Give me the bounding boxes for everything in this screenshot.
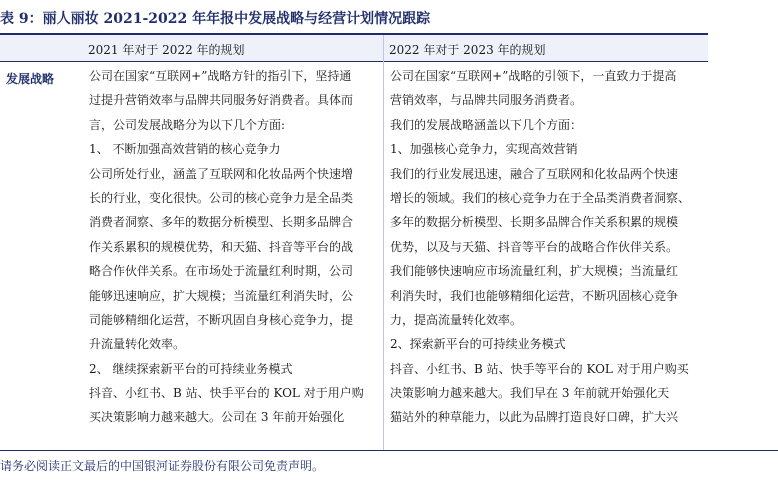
text-line: 升流量转化效率。 — [89, 337, 186, 352]
table-header-rule — [0, 61, 708, 62]
text-line: 2、 继续探索新平台的可持续业务模式 — [89, 361, 293, 376]
text-line: 2、探索新平台的可持续业务模式 — [390, 337, 566, 352]
text-line: 优势，以及与天猫、抖音等平台的战略合作伙伴关系。 — [390, 239, 679, 254]
cell-2022-plan — [89, 64, 376, 430]
text-line: 猫站外的种草能力，以此为品牌打造良好口碑，扩大兴 — [390, 410, 679, 425]
text-line: 抖音、小红书、B 站、快手平台的 KOL 对于用户购 — [89, 386, 364, 401]
text-line: 公司所处行业，涵盖了互联网和化妆品两个快速增 — [89, 166, 354, 181]
text-line: 我们能够快速响应市场流量红利，扩大规模；当流量红 — [390, 264, 679, 279]
text-line: 司能够精细化运营，不断巩固自身核心竞争力，提 — [89, 312, 354, 327]
text-line: 我们的发展战略涵盖以下几个方面： — [390, 117, 583, 132]
header-2023-plan: 2022 年对于 2023 年的规划 — [389, 43, 546, 57]
text-line: 买决策影响力越来越大。公司在 3 年前开始强化 — [89, 410, 345, 425]
table-header-row — [0, 35, 708, 61]
text-line: 能够迅速响应，扩大规模；当流量红利消失时，公 — [89, 288, 354, 303]
table-title: 表 9：丽人丽妆 2021-2022 年年报中发展战略与经营计划情况跟踪 — [0, 11, 431, 27]
text-line: 力，提高流量转化效率。 — [390, 312, 523, 327]
text-line: 决策影响力越来越大。我们早在 3 年前就开始强化天 — [390, 386, 670, 401]
text-line: 抖音、小红书、B 站、快手等平台的 KOL 对于用户购买 — [390, 361, 689, 376]
cell-2023-plan — [390, 64, 702, 430]
text-line: 消费者洞察、多年的数据分析模型、长期多品牌合 — [89, 215, 354, 230]
column-divider — [383, 35, 384, 450]
text-line: 公司在国家“互联网+”战略的引领下，一直致力于提高 — [390, 69, 677, 83]
text-line: 略合作伙伴关系。在市场处于流量红利时期，公司 — [89, 264, 354, 279]
text-line: 多年的数据分析模型、长期多品牌合作关系积累的规模 — [390, 215, 679, 230]
text-line: 我们的行业发展迅速，融合了互联网和化妆品两个快速 — [390, 166, 679, 181]
text-line: 增长的领域。我们的核心竞争力在于全品类消费者洞察、 — [390, 190, 691, 205]
text-line: 1、 不断加强高效营销的核心竞争力 — [89, 142, 281, 157]
text-line: 长的行业，变化很快。公司的核心竞争力是全品类 — [89, 190, 354, 205]
text-line: 言，公司发展战略分为以下几个方面: — [89, 117, 286, 132]
text-line: 过提升营销效率与品牌共同服务好消费者。具体而 — [89, 93, 354, 108]
footer-disclaimer: 请务必阅读正文最后的中国银河证券股份有限公司免责声明。 — [0, 459, 325, 473]
header-2022-plan: 2021 年对于 2022 年的规划 — [88, 43, 245, 57]
text-line: 公司在国家“互联网+”战略方针的指引下，坚持通 — [89, 69, 352, 83]
text-line: 1、加强核心竞争力，实现高效营销 — [390, 142, 578, 157]
row-label-strategy: 发展战略 — [6, 72, 55, 86]
text-line: 作关系累积的规模优势，和天猫、抖音等平台的战 — [89, 239, 354, 254]
page-bottom-rule — [0, 450, 778, 451]
text-line: 营销效率，与品牌共同服务消费者。 — [390, 93, 583, 108]
text-line: 利消失时，我们也能够精细化运营，不断巩固核心竞争 — [390, 288, 679, 303]
